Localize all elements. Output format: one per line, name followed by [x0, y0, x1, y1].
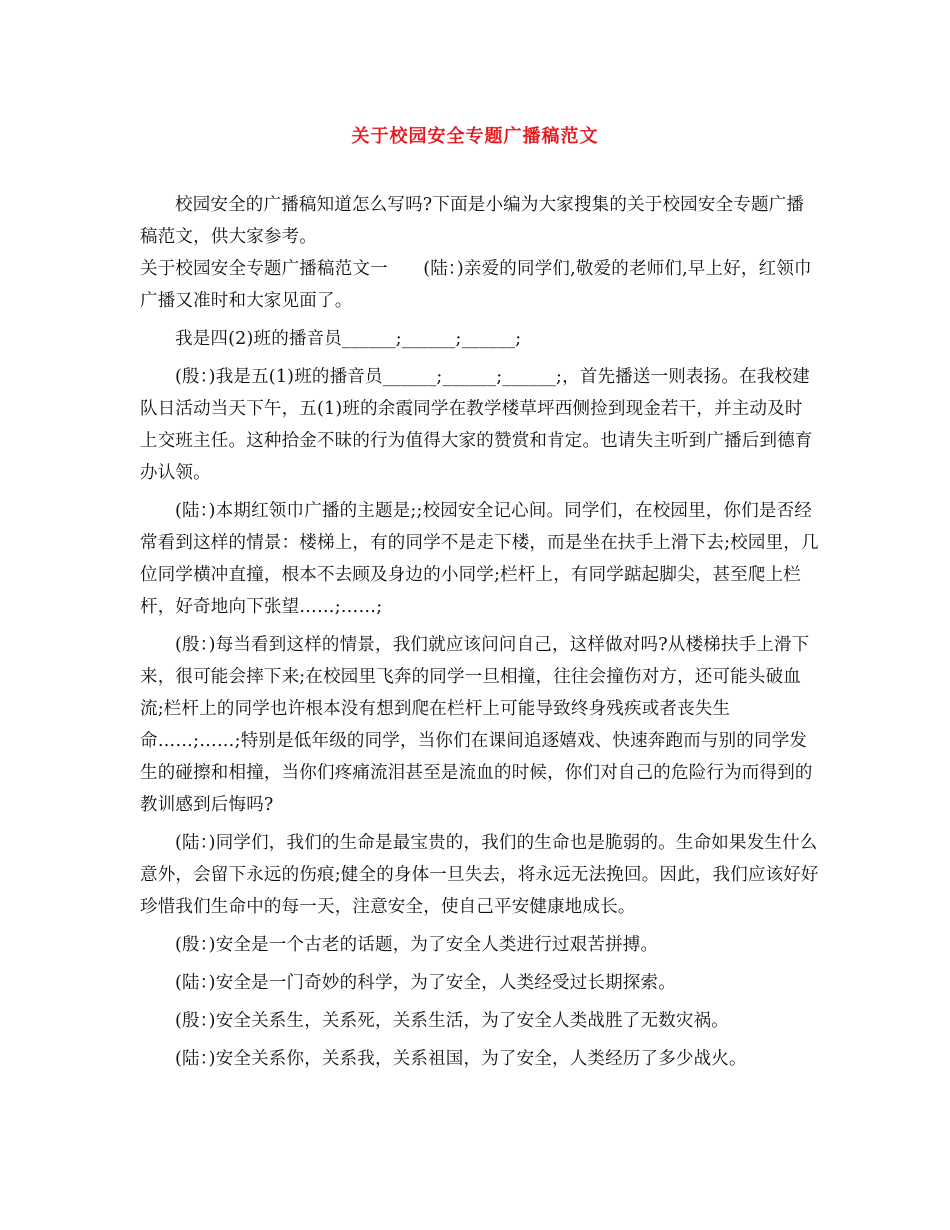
paragraph: 关于校园安全专题广播稿范文一 (陆：)亲爱的同学们,敬爱的老师们,早上好，红领巾广播又准时和大家见面了。: [140, 259, 812, 311]
paragraph: 我是四(2)班的播音员______;______;______;: [175, 329, 522, 349]
paragraph: (殷：)安全是一个古老的话题，为了安全人类进行过艰苦拼搏。: [175, 935, 659, 955]
document-title: 关于校园安全专题广播稿范文: [351, 126, 599, 147]
document-body: [140, 189, 820, 1075]
paragraph: (陆：)本期红领巾广播的主题是;;校园安全记心间。同学们，在校园里，你们是否经常看到这样的情景：楼梯上，有的同学不是走下楼，而是坐在扶手上滑下去;校园里，几位同学横冲直撞，根本不去顾及身边的小同学;栏杆上，有同学踮起脚尖，甚至爬上栏杆，好奇地向下张望……;……;: [140, 501, 819, 617]
paragraph: (殷：)我是五(1)班的播音员______;______;______;，首先播送一则表扬。在我校建队日活动当天下午，五(1)班的余霞同学在教学楼草坪西侧捡到现金若干，并主动及时上交班主任。这种拾金不昧的行为值得大家的赞赏和肯定。也请失主听到广播后到德育办认领。: [140, 367, 813, 483]
paragraph: (陆：)同学们，我们的生命是最宝贵的，我们的生命也是脆弱的。生命如果发生什么意外，会留下永远的伤痕;健全的身体一旦失去，将永远无法挽回。因此，我们应该好好珍惜我们生命中的每一天，注意安全，使自己平安健康地成长。: [140, 833, 819, 917]
paragraph: (陆：)安全是一门奇妙的科学，为了安全，人类经受过长期探索。: [175, 973, 676, 993]
paragraph: 校园安全的广播稿知道怎么写吗?下面是小编为大家搜集的关于校园安全专题广播稿范文，供大家参考。: [140, 195, 805, 247]
paragraph: (陆：)安全关系你，关系我，关系祖国，为了安全，人类经历了多少战火。: [175, 1049, 747, 1069]
paragraph: (殷：)安全关系生，关系死，关系生活，为了安全人类战胜了无数灾祸。: [175, 1011, 730, 1031]
paragraph: (殷：)每当看到这样的情景，我们就应该问问自己，这样做对吗?从楼梯扶手上滑下来，很可能会摔下来;在校园里飞奔的同学一旦相撞，往往会撞伤对方，还可能头破血流;栏杆上的同学也许根本没有想到爬在栏杆上可能导致终身残疾或者丧失生命……;……;特别是低年级的同学，当你们在课间追逐嬉戏、快速奔跑而与别的同学发生的碰擦和相撞，当你们疼痛流泪甚至是流血的时候，你们对自己的危险行为而得到的教训感到后悔吗?: [140, 635, 813, 815]
